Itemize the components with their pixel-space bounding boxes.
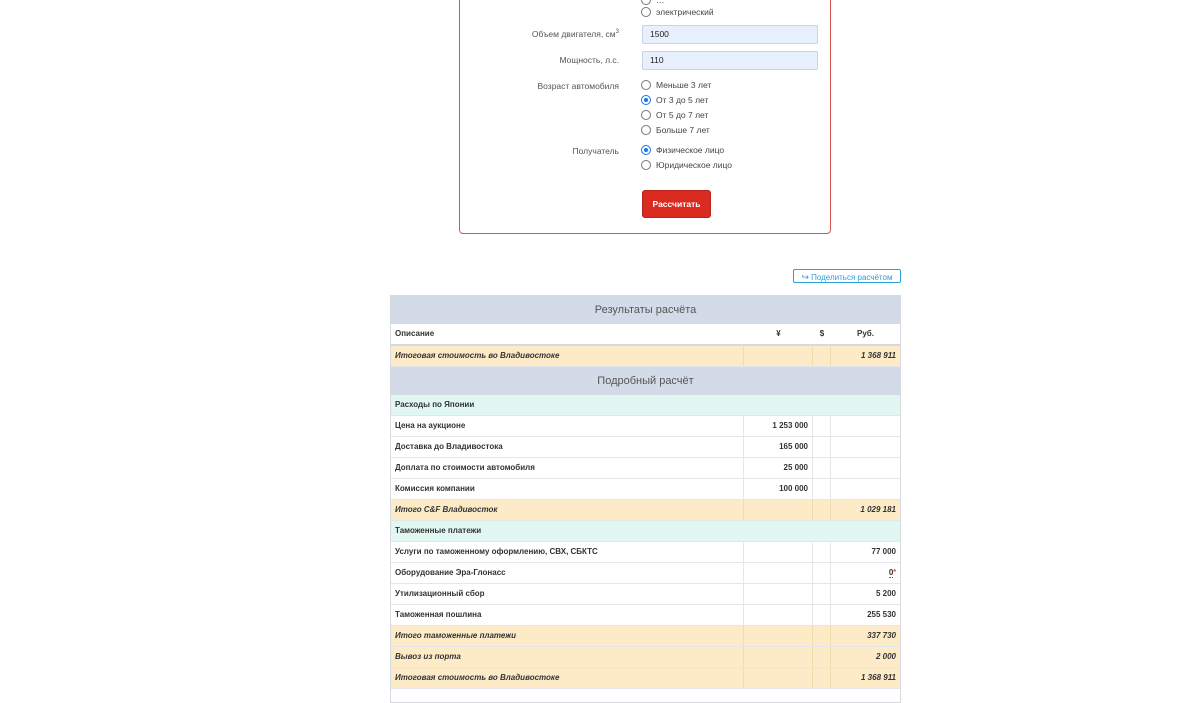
row-label: Услуги по таможенному оформлению, СВХ, СБКТС [391, 542, 744, 562]
engine-volume-label: Объем двигателя, $см^3$ [531, 29, 619, 39]
engine-volume-input[interactable]: 1500 [642, 25, 818, 44]
column-header-yen: ¥ [776, 329, 781, 338]
row-yen-value: 25 000 [744, 458, 813, 478]
share-calculation-button[interactable] [793, 269, 901, 283]
radio-age-0[interactable] [641, 80, 651, 90]
row-label: Оборудование Эра-Глонасс [391, 563, 744, 583]
recipient-option-individual[interactable] [641, 143, 724, 156]
total-row-bottom [391, 668, 900, 689]
radio-recipient-0[interactable] [641, 145, 651, 155]
calculate-button[interactable]: Рассчитать [642, 190, 711, 218]
port-export-row [391, 647, 900, 668]
table-row [391, 605, 900, 626]
row-rub-value: 1 368 911 [861, 673, 896, 682]
column-header-usd: $ [819, 329, 825, 338]
row-label: Итого таможенные платежи [391, 626, 744, 646]
row-label: Комиссия компании [391, 479, 744, 499]
row-label: Итоговая стоимость во Владивостоке [391, 346, 744, 366]
fuel-option-partial-label [656, 0, 665, 5]
power-input[interactable]: 110 [642, 51, 818, 70]
car-age-label: Возраст автомобиля [537, 81, 619, 91]
table-row [391, 479, 900, 500]
row-rub-value: 5 200 [875, 589, 896, 598]
age-option-5-7[interactable] [641, 108, 708, 121]
group-label: Таможенные платежи [395, 526, 482, 535]
recipient-option-label: Физическое лицо [656, 144, 725, 155]
age-option-over-7[interactable] [641, 123, 710, 136]
age-option-3-5[interactable] [641, 93, 708, 106]
total-row-top [391, 346, 900, 367]
radio-fuel-electric[interactable] [641, 7, 651, 17]
power-label: Мощность, л.с. [559, 55, 619, 65]
radio-age-2[interactable] [641, 110, 651, 120]
row-label: Вывоз из порта [391, 647, 744, 667]
row-label: Доплата по стоимости автомобиля [391, 458, 744, 478]
row-rub-value: 337 730 [867, 631, 896, 640]
age-option-label: Меньше 3 лет [656, 79, 712, 90]
column-header-rub: Руб. [857, 329, 874, 338]
row-rub-value[interactable] [831, 563, 900, 583]
age-option-label: От 3 до 5 лет [656, 94, 709, 105]
detailed-calc-title: Подробный расчёт [391, 367, 900, 395]
recipient-option-label: Юридическое лицо [656, 159, 733, 170]
age-option-label: От 5 до 7 лет [656, 109, 709, 120]
results-table [390, 295, 901, 703]
group-row-customs [391, 521, 900, 542]
footnote-asterisk: * [893, 569, 896, 576]
share-icon: ↪ [801, 272, 810, 282]
row-label: Утилизационный сбор [391, 584, 744, 604]
radio-age-3[interactable] [641, 125, 651, 135]
table-row [391, 542, 900, 563]
row-rub-value: 2 000 [875, 652, 896, 661]
era-glonass-value[interactable]: 0 [888, 568, 894, 577]
share-button-label: Поделиться расчётом [811, 273, 893, 282]
table-row [391, 584, 900, 605]
recipient-label: Получатель [572, 146, 619, 156]
row-rub-value: 1 368 911 [861, 351, 896, 360]
row-label: Итого C&F Владивосток [391, 500, 744, 520]
age-option-label: Больше 7 лет [656, 124, 710, 135]
customs-total-row [391, 626, 900, 647]
group-label: Расходы по Японии [395, 400, 475, 409]
group-row-japan [391, 395, 900, 416]
row-rub-value: 77 000 [871, 547, 896, 556]
row-label: Таможенная пошлина [391, 605, 744, 625]
table-row [391, 563, 900, 584]
age-option-under-3[interactable] [641, 78, 711, 91]
row-rub-value: 255 530 [867, 610, 896, 619]
table-row [391, 437, 900, 458]
column-header-description: Описание [395, 329, 435, 338]
row-label: Итоговая стоимость во Владивостоке [391, 668, 744, 688]
row-label: Цена на аукционе [391, 416, 744, 436]
radio-recipient-1[interactable] [641, 160, 651, 170]
fuel-option-electric-label: электрический [656, 6, 714, 17]
fuel-option-electric[interactable] [641, 5, 714, 18]
row-yen-value: 165 000 [744, 437, 813, 457]
cf-total-row [391, 500, 900, 521]
table-header-row [391, 324, 900, 346]
row-label: Доставка до Владивостока [391, 437, 744, 457]
table-row [391, 458, 900, 479]
recipient-option-legal[interactable] [641, 158, 732, 171]
results-title: Результаты расчёта [391, 296, 900, 324]
row-yen-value: 100 000 [744, 479, 813, 499]
radio-age-1[interactable] [641, 95, 651, 105]
radio-fuel-partial[interactable] [641, 0, 651, 5]
row-rub-value: 1 029 181 [860, 505, 896, 514]
row-yen-value: 1 253 000 [744, 416, 813, 436]
table-row [391, 416, 900, 437]
